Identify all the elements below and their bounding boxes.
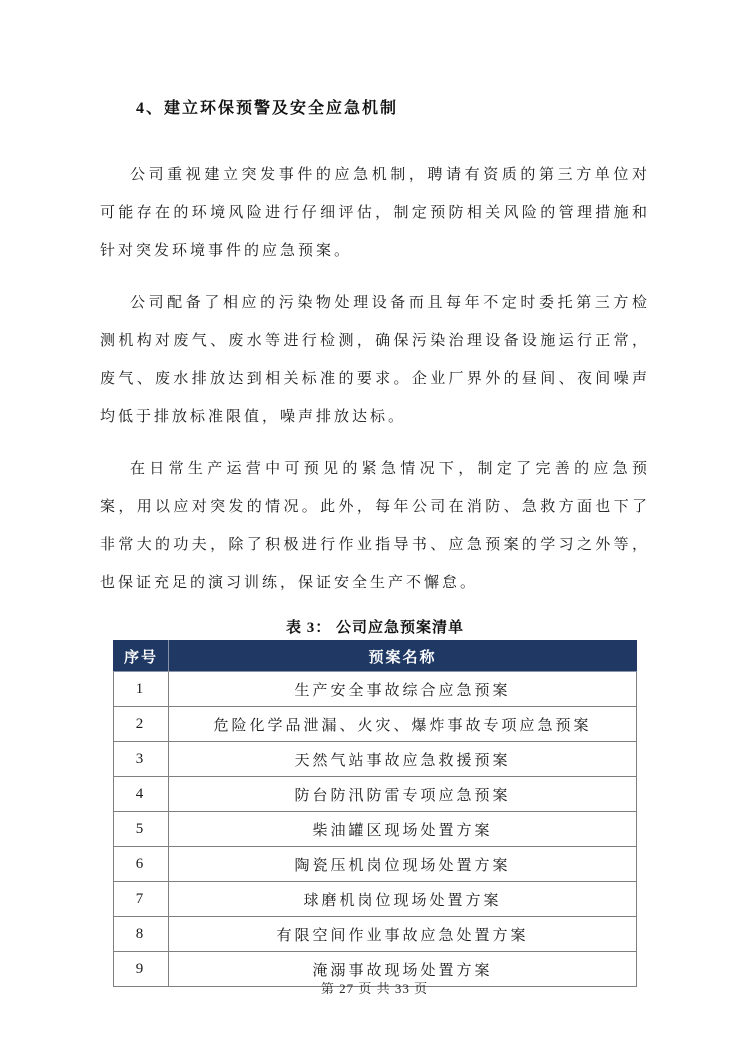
row-plan-name: 有限空间作业事故应急处置方案 [169, 917, 637, 952]
row-index: 6 [114, 847, 169, 882]
row-plan-name: 淹溺事故现场处置方案 [169, 952, 637, 987]
row-index: 3 [114, 742, 169, 777]
table-header-row [114, 641, 637, 672]
row-plan-name: 防台防汛防雷专项应急预案 [169, 777, 637, 812]
column-header-index: 序号 [114, 641, 169, 672]
document-content [100, 96, 650, 987]
table-row [114, 917, 637, 952]
row-plan-name: 天然气站事故应急救援预案 [169, 742, 637, 777]
table-row [114, 777, 637, 812]
row-index: 2 [114, 707, 169, 742]
table-row [114, 882, 637, 917]
paragraph-daily-operation: 在日常生产运营中可预见的紧急情况下，制定了完善的应急预案，用以应对突发的情况。此外，每年公司在消防、急救方面也下了非常大的功夫，除了积极进行作业指导书、应急预案的学习之外等，也保证充足的演习训练，保证安全生产不懈怠。 [100, 461, 650, 591]
emergency-plan-table [113, 640, 637, 987]
row-plan-name: 危险化学品泄漏、火灾、爆炸事故专项应急预案 [169, 707, 637, 742]
row-plan-name: 柴油罐区现场处置方案 [169, 812, 637, 847]
table-row [114, 812, 637, 847]
row-index: 1 [114, 672, 169, 707]
table-row [114, 672, 637, 707]
row-index: 4 [114, 777, 169, 812]
row-index: 9 [114, 952, 169, 987]
row-plan-name: 陶瓷压机岗位现场处置方案 [169, 847, 637, 882]
page-footer: 第 27 页 共 33 页 [320, 981, 429, 996]
section-heading: 4、建立环保预警及安全应急机制 [136, 100, 399, 117]
table-caption: 表 3： 公司应急预案清单 [285, 620, 464, 636]
row-index: 7 [114, 882, 169, 917]
table-row [114, 847, 637, 882]
table-row [114, 707, 637, 742]
column-header-plan-name: 预案名称 [169, 641, 637, 672]
paragraph-emergency-mechanism: 公司重视建立突发事件的应急机制，聘请有资质的第三方单位对可能存在的环境风险进行仔细评估，制定预防相关风险的管理措施和针对突发环境事件的应急预案。 [100, 167, 650, 259]
row-index: 8 [114, 917, 169, 952]
table-row [114, 742, 637, 777]
row-index: 5 [114, 812, 169, 847]
paragraph-pollution-control: 公司配备了相应的污染物处理设备而且每年不定时委托第三方检测机构对废气、废水等进行检测，确保污染治理设备设施运行正常，废气、废水排放达到相关标准的要求。企业厂界外的昼间、夜间噪声均低于排放标准限值，噪声排放达标。 [100, 295, 650, 425]
row-plan-name: 生产安全事故综合应急预案 [169, 672, 637, 707]
row-plan-name: 球磨机岗位现场处置方案 [169, 882, 637, 917]
